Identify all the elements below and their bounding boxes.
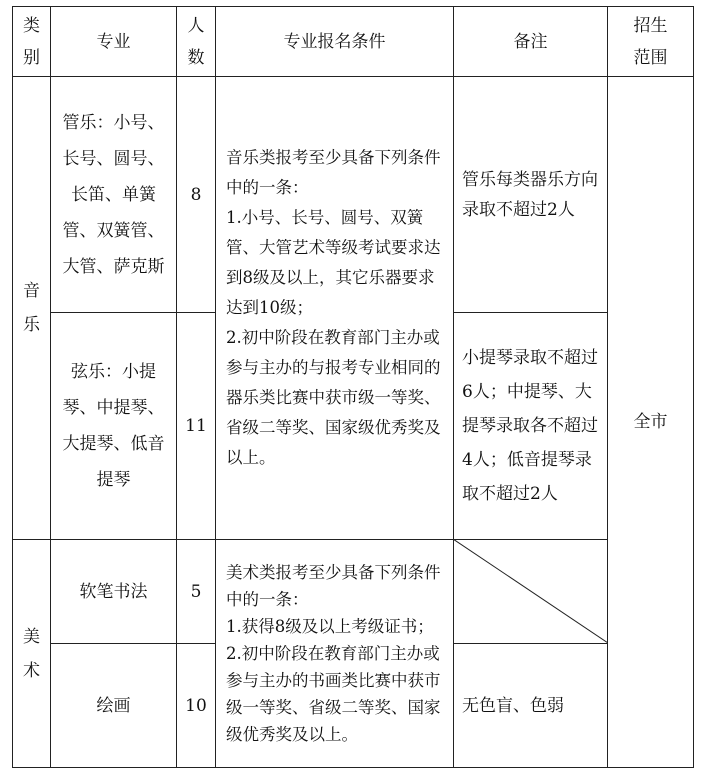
conditions-art: 美术类报考至少具备下列条件中的一条： 1.获得8级及以上考级证书； 2.初中阶段在教育部门主办或参与主办的书画类比赛中获市级一等奖、省级二等奖、国家级优秀奖及以上。 [226, 563, 441, 744]
scope-value: 全市 [633, 412, 668, 432]
remark-strings: 小提琴录取不超过6人；中提琴、大提琴录取各不超过4人；低音提琴录取不超过2人 [462, 348, 598, 504]
count-calligraphy: 5 [190, 581, 202, 602]
count-strings: 11 [185, 416, 207, 436]
category-music: 音乐 [23, 281, 40, 335]
count-painting: 10 [185, 695, 207, 716]
header-scope: 招生范围 [633, 15, 668, 68]
major-painting: 绘画 [96, 695, 131, 716]
header-conditions: 专业报名条件 [283, 31, 386, 52]
empty-cell-diagonal [453, 539, 608, 644]
count-wind: 8 [190, 184, 202, 205]
conditions-music: 音乐类报考至少具备下列条件中的一条： 1.小号、长号、圆号、双簧管、大管艺术等级考试要求达到8级及以上，其它乐器要求达到10级； 2.初中阶段在教育部门主办或参与主办的与报考专业相同的器乐类比赛中获市级一等奖、省级二等奖、国家级优秀奖及以上。 [226, 148, 441, 467]
major-strings: 弦乐：小提琴、中提琴、大提琴、低音提琴 [62, 362, 165, 490]
major-calligraphy: 软笔书法 [79, 581, 148, 602]
header-major: 专业 [96, 31, 131, 52]
category-art: 美术 [23, 626, 40, 681]
remark-painting: 无色盲、色弱 [462, 695, 564, 716]
remark-wind: 管乐每类器乐方向录取不超过2人 [462, 169, 598, 220]
header-count: 人数 [187, 15, 205, 68]
major-wind: 管乐：小号、长号、圆号、长笛、单簧管、双簧管、大管、萨克斯 [62, 112, 165, 277]
header-category: 类别 [23, 15, 40, 68]
header-remarks: 备注 [513, 31, 548, 52]
